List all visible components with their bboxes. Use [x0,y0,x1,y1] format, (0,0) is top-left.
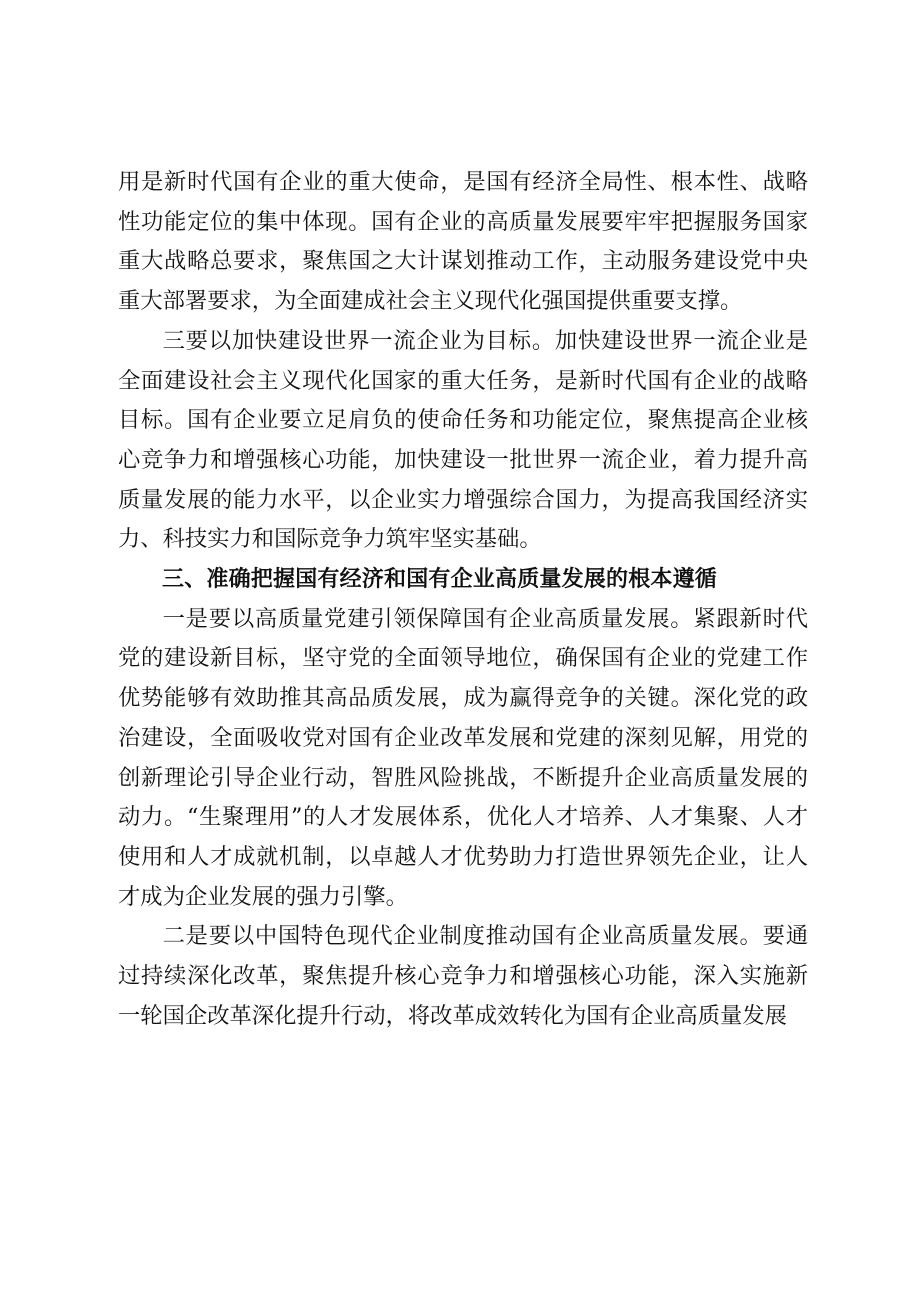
document-body [118,163,808,1036]
paragraph-modern-enterprise-system: 二是要以中国特色现代企业制度推动国有企业高质量发展。要通过持续深化改革，聚焦提升核心竞争力和增强核心功能，深入实施新一轮国企改革深化提升行动，将改革成效转化为国有企业高质量发展 [118,923,808,1029]
paragraph-continuation: 用是新时代国有企业的重大使命，是国有经济全局性、根本性、战略性功能定位的集中体现。国有企业的高质量发展要牢牢把握服务国家重大战略总要求，聚焦国之大计谋划推动工作，主动服务建设党中央重大部署要求，为全面建成社会主义现代化强国提供重要支撑。 [118,169,808,315]
paragraph-party-building: 一是要以高质量党建引领保障国有企业高质量发展。紧跟新时代党的建设新目标，坚守党的全面领导地位，确保国有企业的党建工作优势能够有效助推其高品质发展，成为赢得竞争的关键。深化党的政治建设，全面吸收党对国有企业改革发展和党建的深刻见解，用党的创新理论引导企业行动，智胜风险挑战，不断提升企业高质量发展的动力。“生聚理用”的人才发展体系，优化人才培养、人才集聚、人才使用和人才成就机制，以卓越人才优势助力打造世界领先企业，让人才成为企业发展的强力引擎。 [118,605,808,910]
paragraph-world-class-goal: 三要以加快建设世界一流企业为目标。加快建设世界一流企业是全面建设社会主义现代化国家的重大任务，是新时代国有企业的战略目标。国有企业要立足肩负的使命任务和功能定位，聚焦提高企业核心竞争力和增强核心功能，加快建设一批世界一流企业，着力提升高质量发展的能力水平，以企业实力增强综合国力，为提高我国经济实力、科技实力和国际竞争力筑牢坚实基础。 [118,327,808,553]
section-heading: 三、准确把握国有经济和国有企业高质量发展的根本遵循 [162,567,718,593]
